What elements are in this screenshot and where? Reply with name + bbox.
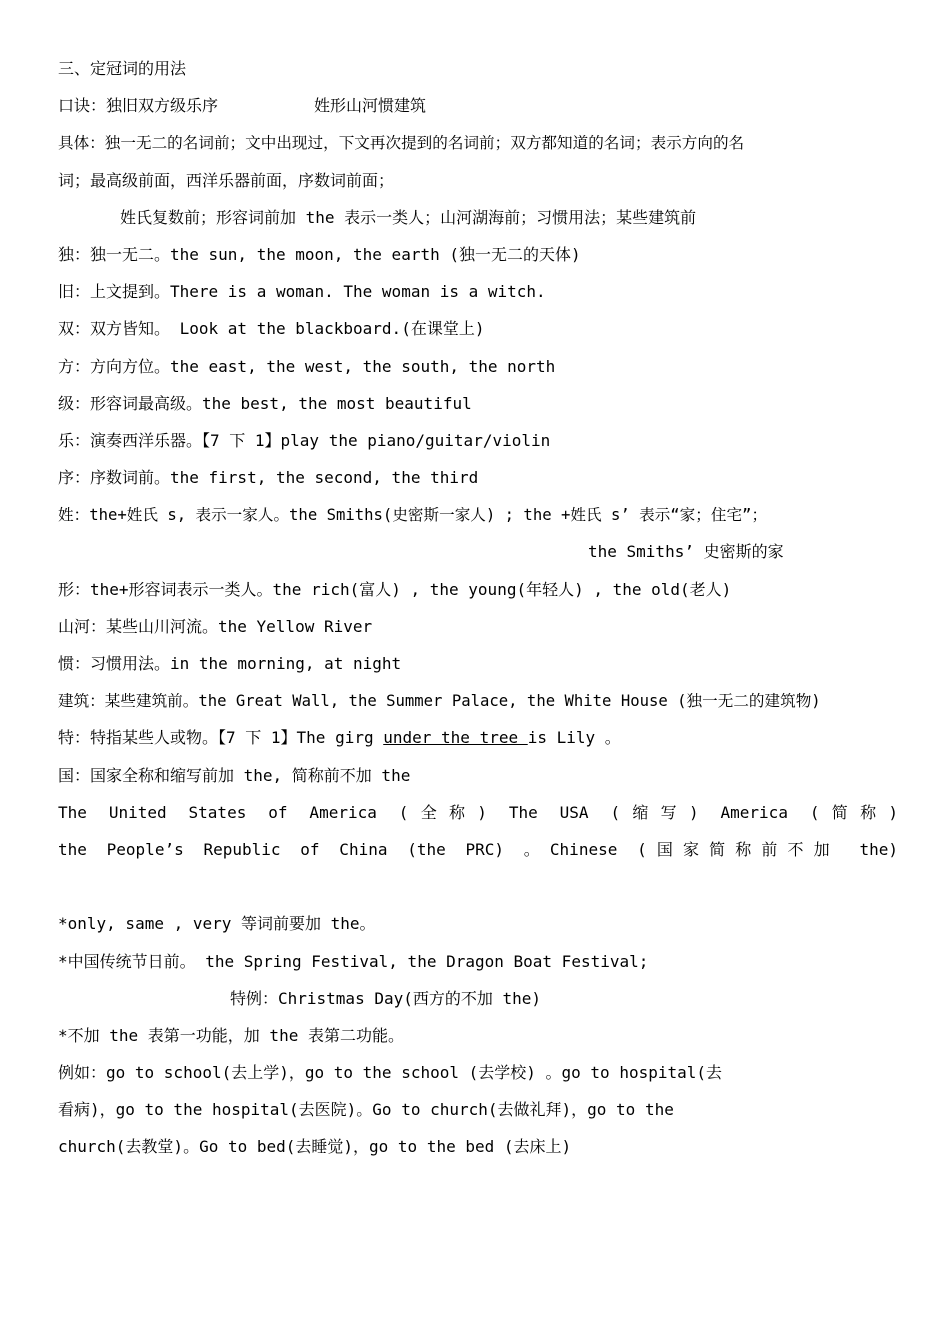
- details-line-2: 词；最高级前面，西洋乐器前面，序数词前面；: [58, 170, 395, 190]
- rule-direction: 方：方向方位。the east, the west, the south, the north: [58, 356, 556, 376]
- rule-shared-knowledge: 双：双方皆知。 Look at the blackboard.(在课堂上): [58, 319, 485, 339]
- rule-instrument: 乐：演奏西洋乐器。【7 下 1】play the piano/guitar/violin: [58, 430, 551, 450]
- note-festivals: *中国传统节日前。 the Spring Festival, the Dragon Boat Festival;: [58, 951, 649, 971]
- rule-surname: 姓：the+姓氏 s, 表示一家人。the Smiths(史密斯一家人) ; the +姓氏 s’ 表示“家；住宅”；: [58, 506, 768, 525]
- rule-specific-text: 特：特指某些人或物。【7 下 1】The girg: [58, 728, 384, 748]
- rule-buildings: 建筑：某些建筑前。the Great Wall, the Summer Palace, the White House (独一无二的建筑物): [58, 692, 821, 711]
- country-example-1: The United States of America (全称) The USA (缩写) America (简称): [58, 802, 898, 822]
- document-page: [58, 56, 898, 1172]
- details-line-1: 具体：独一无二的名词前；文中出现过，下文再次提到的名词前；双方都知道的名词；表示方向的名: [58, 134, 745, 153]
- blank-line: [58, 874, 898, 911]
- rule-mentioned: 旧：上文提到。There is a woman. The woman is a witch.: [58, 282, 546, 302]
- rule-unique: 独：独一无二。the sun, the moon, the earth (独一无二的天体): [58, 244, 581, 264]
- rule-specific: [58, 725, 898, 762]
- rule-ordinal: 序：序数词前。the first, the second, the third: [58, 468, 479, 488]
- note-only-same-very: *only, same , very 等词前要加 the。: [58, 914, 376, 934]
- mnemonic-part-2: 姓形山河惯建筑: [314, 96, 427, 116]
- rule-adjective: 形：the+形容词表示一类人。the rich(富人) , the young(年轻人) , the old(老人): [58, 579, 732, 599]
- country-example-2: the People’s Republic of China (the PRC) 。Chinese (国家简称前不加 the): [58, 839, 898, 859]
- rule-country: 国：国家全称和缩写前加 the, 简称前不加 the: [58, 765, 411, 785]
- rule-specific-end: is Lily 。: [527, 728, 621, 748]
- rule-rivers: 山河：某些山川河流。the Yellow River: [58, 616, 373, 636]
- underlined-phrase: under the tree: [383, 728, 528, 748]
- section-heading: 三、定冠词的用法: [58, 59, 187, 78]
- rule-surname-home: the Smiths’ 史密斯的家: [588, 542, 784, 562]
- example-line-2: 看病)，go to the hospital(去医院)。Go to church(去做礼拜)，go to the: [58, 1100, 674, 1120]
- example-line-3: church(去教堂)。Go to bed(去睡觉)，go to the bed (去床上): [58, 1137, 572, 1157]
- rule-superlative: 级：形容词最高级。the best, the most beautiful: [58, 393, 472, 413]
- mnemonic-part-1: 口诀：独旧双方级乐序: [58, 96, 219, 116]
- mnemonic-line: [58, 93, 898, 130]
- note-function: *不加 the 表第一功能，加 the 表第二功能。: [58, 1025, 404, 1045]
- note-festival-exception: 特例：Christmas Day(西方的不加 the): [230, 988, 542, 1008]
- rule-habit: 惯：习惯用法。in the morning, at night: [58, 654, 402, 673]
- details-line-3: 姓氏复数前；形容词前加 the 表示一类人；山河湖海前；习惯用法；某些建筑前: [120, 207, 697, 227]
- example-line-1: 例如：go to school(去上学)，go to the school (去学校) 。go to hospital(去: [58, 1063, 723, 1083]
